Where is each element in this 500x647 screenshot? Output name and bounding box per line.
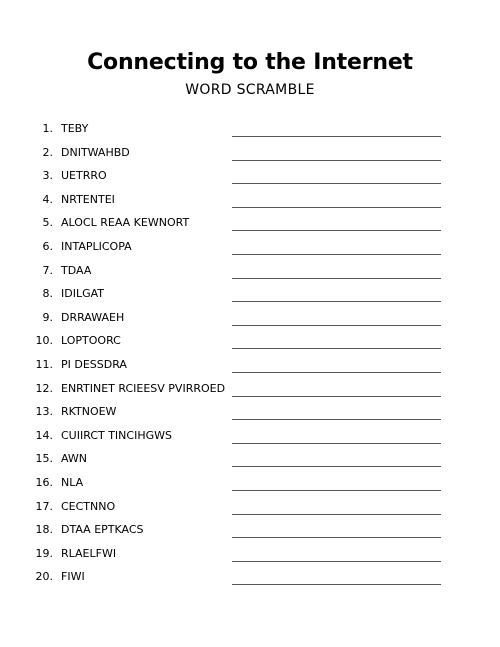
answer-line[interactable] [232,514,441,515]
item-number: 15. [35,452,53,466]
list-item [0,519,500,543]
scrambled-word: FIWI [61,570,85,584]
list-item [0,330,500,354]
scrambled-word: UETRRO [61,169,107,183]
scrambled-word: TDAA [61,263,92,277]
item-number: 8. [42,287,53,301]
list-item [0,543,500,567]
item-number: 3. [42,169,53,183]
list-item [0,118,500,142]
answer-line[interactable] [232,466,441,467]
scrambled-word: ALOCL REAA KEWNORT [61,216,190,230]
answer-line[interactable] [232,160,441,161]
item-number: 5. [42,216,53,230]
answer-line[interactable] [232,301,441,302]
item-number: 2. [42,145,53,159]
scrambled-word: IDILGAT [61,287,105,301]
answer-line[interactable] [232,136,441,137]
item-number: 18. [35,523,53,537]
list-item [0,260,500,284]
answer-line[interactable] [232,183,441,184]
scrambled-word: ENRTINET RCIEESV PVIRROED [61,381,226,395]
list-item [0,378,500,402]
scrambled-word: RLAELFWI [61,546,117,560]
list-item [0,142,500,166]
item-number: 12. [35,381,53,395]
scrambled-word: DNITWAHBD [61,145,130,159]
list-item [0,401,500,425]
scrambled-word: NLA [61,475,84,489]
scrambled-word: INTAPLICOPA [61,239,132,253]
list-item [0,165,500,189]
list-item [0,425,500,449]
item-number: 20. [35,570,53,584]
scrambled-word: DTAA EPTKACS [61,523,144,537]
item-number: 6. [42,239,53,253]
item-number: 17. [35,499,53,513]
scrambled-word: CECTNNO [61,499,116,513]
list-item [0,496,500,520]
scrambled-word: RKTNOEW [61,405,117,419]
scrambled-word: LOPTOORC [61,334,121,348]
answer-line[interactable] [232,561,441,562]
scrambled-word: DRRAWAEH [61,310,125,324]
answer-line[interactable] [232,254,441,255]
worksheet-title: Connecting to the Internet [87,50,413,75]
answer-line[interactable] [232,348,441,349]
scrambled-word: TEBY [61,122,89,135]
item-number: 14. [35,428,53,442]
list-item [0,566,500,590]
answer-line[interactable] [232,325,441,326]
scrambled-word: PI DESSDRA [61,357,127,371]
list-item [0,283,500,307]
scrambled-word: AWN [61,452,88,466]
list-item [0,189,500,213]
scrambled-word: CUIIRCT TINCIHGWS [61,428,172,442]
item-number: 9. [42,310,53,324]
list-item [0,236,500,260]
answer-line[interactable] [232,443,441,444]
answer-line[interactable] [232,537,441,538]
item-number: 10. [35,334,53,348]
list-item [0,354,500,378]
list-item [0,472,500,496]
item-number: 19. [35,546,53,560]
answer-line[interactable] [232,230,441,231]
answer-line[interactable] [232,396,441,397]
answer-line[interactable] [232,278,441,279]
item-number: 4. [42,192,53,206]
answer-line[interactable] [232,490,441,491]
list-item [0,307,500,331]
item-number: 1. [42,122,53,135]
answer-line[interactable] [232,419,441,420]
item-number: 11. [35,357,53,371]
answer-line[interactable] [232,207,441,208]
list-item [0,212,500,236]
scrambled-word: NRTENTEI [61,192,115,206]
item-number: 7. [42,263,53,277]
answer-line[interactable] [232,584,441,585]
worksheet-subtitle: WORD SCRAMBLE [185,82,315,98]
list-item [0,448,500,472]
answer-line[interactable] [232,372,441,373]
item-number: 13. [35,405,53,419]
word-scramble-list [0,118,500,590]
item-number: 16. [35,475,53,489]
